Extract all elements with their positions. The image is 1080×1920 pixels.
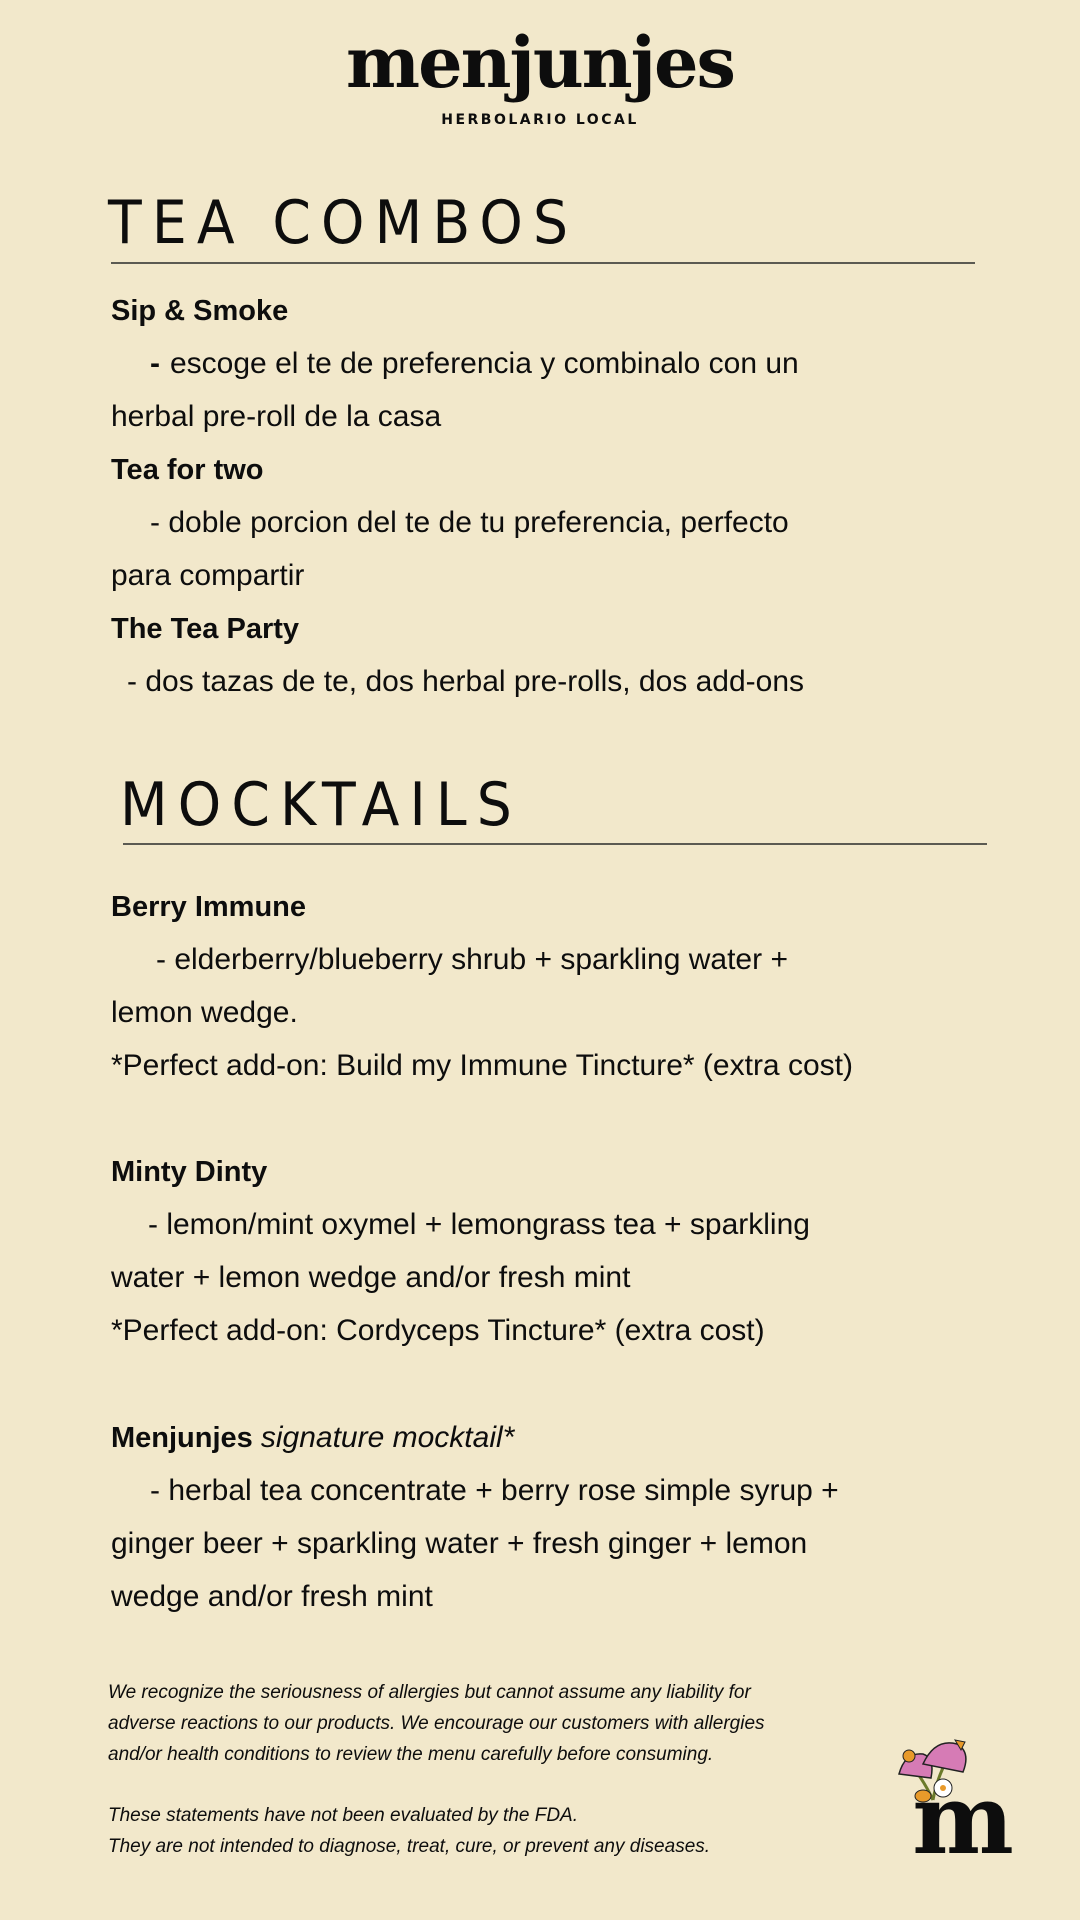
mocktail-description-line: wedge and/or fresh mint <box>111 1580 433 1613</box>
flower-monogram-icon <box>895 1738 1025 1858</box>
disclaimer-line: They are not intended to diagnose, treat, cure, or prevent any diseases. <box>108 1836 711 1857</box>
combo-description-line: escoge el te de preferencia y combinalo con un <box>170 347 799 380</box>
mocktail-description-line: water + lemon wedge and/or fresh mint <box>111 1261 631 1294</box>
allergy-disclaimer <box>108 1677 765 1770</box>
combo-description-line: - doble porcion del te de tu preferencia, perfecto <box>150 506 789 539</box>
mocktail-description-line: lemon wedge. <box>111 996 298 1029</box>
mocktail-description-line: - elderberry/blueberry shrub + sparkling water + <box>156 943 788 976</box>
combo-description-line: para compartir <box>111 559 305 592</box>
combo-name: Tea for two <box>111 454 264 486</box>
combo-description-line: - dos tazas de te, dos herbal pre-rolls, dos add-ons <box>127 665 805 698</box>
disclaimer-line: and/or health conditions to review the menu carefully before consuming. <box>108 1744 714 1765</box>
combo-name: Sip & Smoke <box>111 295 289 327</box>
mocktail-description-line: - herbal tea concentrate + berry rose simple syrup + <box>150 1474 839 1507</box>
disclaimer-line: These statements have not been evaluated by the FDA. <box>108 1805 579 1826</box>
disclaimer-line: adverse reactions to our products. We encourage our customers with allergies <box>108 1713 765 1734</box>
mocktail-name <box>111 1423 514 1453</box>
mocktail-name: Berry Immune <box>111 891 307 923</box>
mocktail-description-line: - lemon/mint oxymel + lemongrass tea + sparkling <box>148 1208 810 1241</box>
mocktail-name-bold: Menjunjes <box>111 1422 253 1454</box>
mocktail-addon-note: *Perfect add-on: Build my Immune Tincture* (extra cost) <box>111 1049 853 1082</box>
section-divider <box>123 843 987 845</box>
section-title-tea-combos: TEA COMBOS <box>108 188 579 258</box>
combo-description: - <box>150 347 160 380</box>
disclaimer-line: We recognize the seriousness of allergies but cannot assume any liability for <box>108 1682 751 1703</box>
mocktail-name-suffix: signature mocktail* <box>260 1421 515 1454</box>
mocktail-addon-note: *Perfect add-on: Cordyceps Tincture* (extra cost) <box>111 1314 765 1347</box>
brand-tagline: HERBOLARIO LOCAL <box>441 112 639 128</box>
section-divider <box>111 262 975 264</box>
fda-disclaimer <box>108 1800 710 1862</box>
brand-logo <box>0 21 1080 128</box>
section-title-mocktails: MOCKTAILS <box>120 770 522 840</box>
svg-text:m: m <box>912 1763 1014 1858</box>
brand-name: menjunjes <box>346 21 734 104</box>
combo-description-line: herbal pre-roll de la casa <box>111 400 442 433</box>
mocktail-description-line: ginger beer + sparkling water + fresh ginger + lemon <box>111 1527 808 1560</box>
mocktail-name: Minty Dinty <box>111 1156 268 1188</box>
combo-name: The Tea Party <box>111 613 300 645</box>
